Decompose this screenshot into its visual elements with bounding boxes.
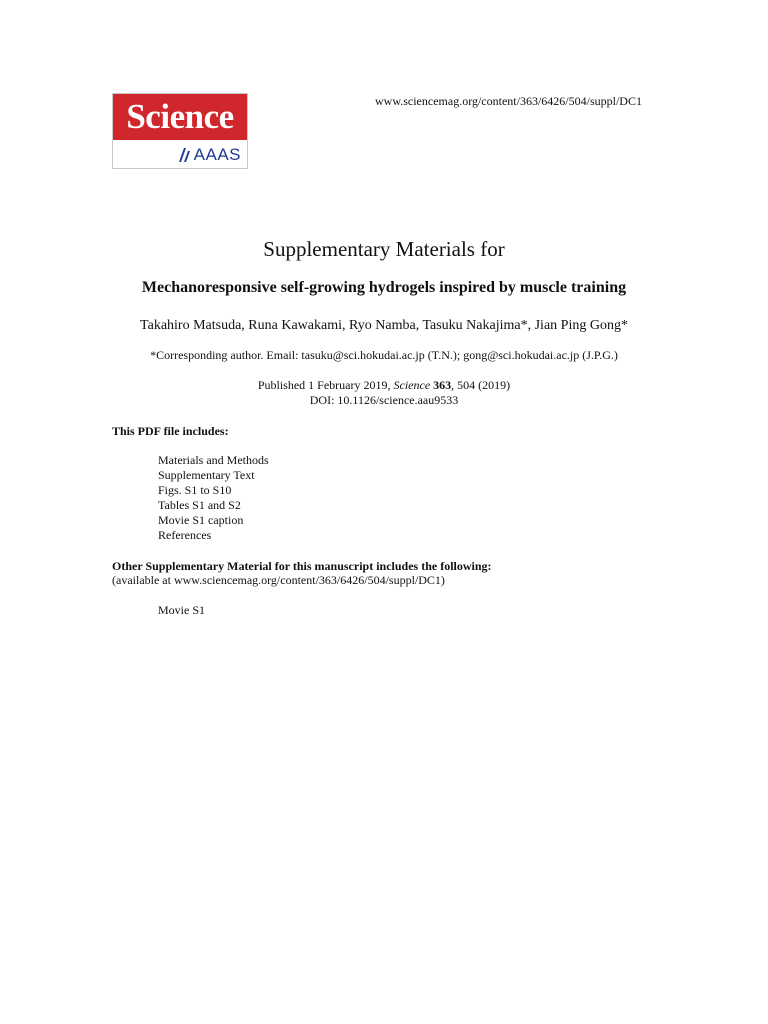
logo-publisher-text: AAAS xyxy=(193,144,241,164)
aaas-mark-icon xyxy=(179,148,193,162)
published-suffix: , 504 (2019) xyxy=(451,378,511,392)
list-item: Supplementary Text xyxy=(158,468,255,482)
journal-volume: 363 xyxy=(433,378,452,392)
list-item: Materials and Methods xyxy=(158,453,269,467)
page-title: Supplementary Materials for xyxy=(263,237,505,261)
published-prefix: Published 1 February 2019, xyxy=(257,378,394,392)
list-item: Tables S1 and S2 xyxy=(158,498,241,512)
publication-info xyxy=(0,378,768,408)
logo-publisher xyxy=(113,140,247,169)
other-material-heading: Other Supplementary Material for this manuscript includes the following: xyxy=(112,559,492,573)
includes-list xyxy=(158,453,269,543)
logo-wordmark: Science xyxy=(113,94,247,140)
paper-title: Mechanoresponsive self-growing hydrogels inspired by muscle training xyxy=(141,279,627,296)
science-logo xyxy=(112,93,248,169)
list-item: Movie S1 xyxy=(158,603,206,617)
availability-note: (available at www.sciencemag.org/content/363/6426/504/suppl/DC1) xyxy=(112,573,445,587)
list-item: Figs. S1 to S10 xyxy=(158,483,232,497)
header-url: www.sciencemag.org/content/363/6426/504/suppl/DC1 xyxy=(375,94,642,108)
doi: DOI: 10.1126/science.aau9533 xyxy=(309,393,459,407)
author-list: Takahiro Matsuda, Runa Kawakami, Ryo Namba, Tasuku Nakajima*, Jian Ping Gong* xyxy=(140,318,628,333)
journal-name: Science xyxy=(393,378,431,392)
publication-line xyxy=(0,378,768,393)
list-item: References xyxy=(158,528,212,542)
other-material-list xyxy=(158,603,205,618)
list-item: Movie S1 caption xyxy=(158,513,244,527)
corresponding-author: *Corresponding author. Email: tasuku@sci.hokudai.ac.jp (T.N.); gong@sci.hokudai.ac.jp (J.P.G.) xyxy=(150,348,618,362)
includes-heading: This PDF file includes: xyxy=(112,424,229,438)
